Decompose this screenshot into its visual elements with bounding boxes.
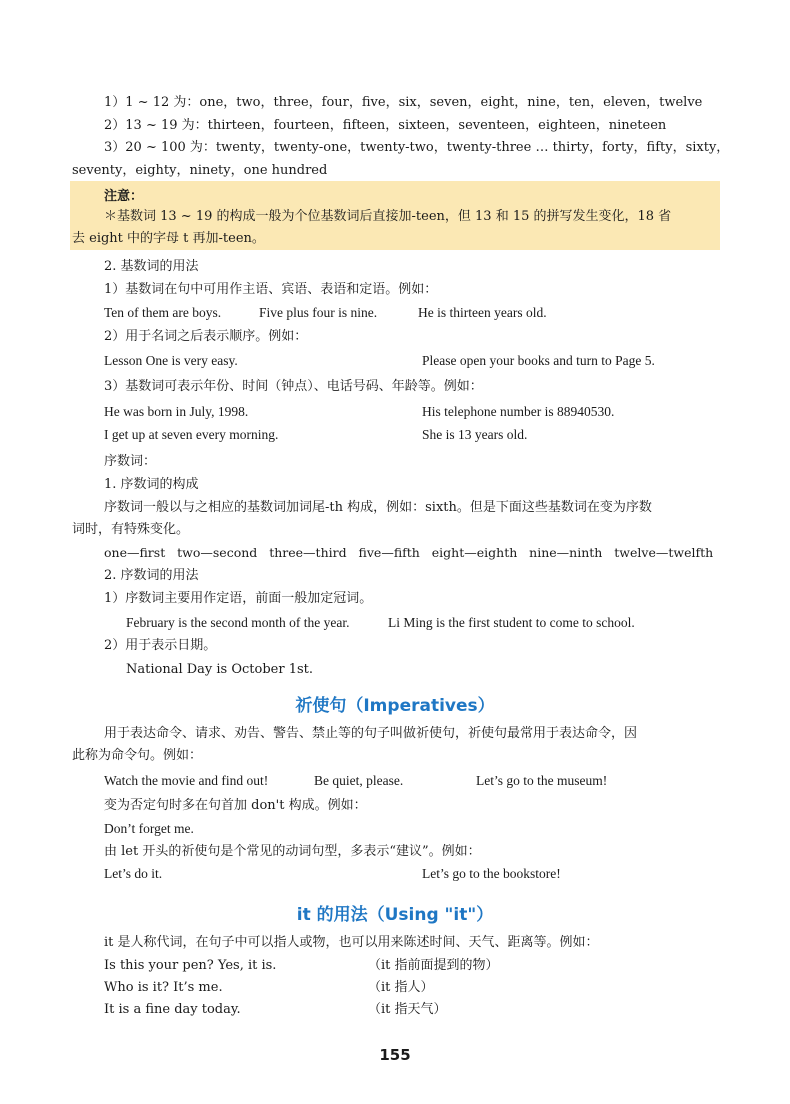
example-sentence: Let’s do it.: [104, 866, 163, 881]
example-sentence: His telephone number is 88940530.: [422, 404, 615, 419]
example-note: （it 指天气）: [368, 1002, 447, 1017]
ordinal-pairs: one—first two—second three—third five—fifth eight—eighth nine—ninth twelve—twelfth: [104, 545, 714, 560]
cardinal-usage-p3: 3）基数词可表示年份、时间（钟点）、电话号码、年龄等。例如：: [104, 379, 483, 394]
ordinal-sub1: 1. 序数词的构成: [104, 477, 199, 492]
ordinal-usage-1: 1）序数词主要用作定语，前面一般加定冠词。: [104, 591, 373, 606]
example-sentence: He is thirteen years old.: [418, 305, 547, 320]
page-number: 155: [379, 1046, 411, 1064]
example-sentence: Don’t forget me.: [104, 821, 194, 836]
example-sentence: Who is it? It’s me.: [104, 980, 223, 995]
imperatives-heading: 祈使句（Imperatives）: [295, 696, 495, 716]
ordinal-desc-2: 词时，有特殊变化。: [72, 522, 190, 537]
example-sentence: Be quiet, please.: [314, 773, 404, 788]
example-sentence: It is a fine day today.: [104, 1002, 241, 1017]
ordinal-usage-2: 2）用于表示日期。: [104, 638, 217, 653]
example-sentence: National Day is October 1st.: [126, 662, 314, 677]
example-sentence: Let’s go to the museum!: [476, 773, 608, 788]
note-line-1: ＊基数词 13 ~ 19 的构成一般为个位基数词后直接加-teen，但 13 和 15 的拼写发生变化，18 省: [104, 209, 672, 224]
example-sentence: Let’s go to the bookstore!: [422, 866, 561, 881]
note-title: 注意：: [104, 189, 144, 204]
example-sentence: Lesson One is very easy.: [104, 353, 238, 368]
example-sentence: He was born in July, 1998.: [104, 404, 249, 419]
example-note: （it 指前面提到的物）: [368, 958, 499, 973]
cardinal-usage-p2: 2）用于名词之后表示顺序。例如：: [104, 329, 308, 344]
example-sentence: Please open your books and turn to Page 5.: [422, 353, 655, 368]
example-sentence: Is this your pen? Yes, it is.: [104, 958, 277, 973]
example-sentence: She is 13 years old.: [422, 427, 528, 442]
it-usage-heading: it 的用法（Using "it"）: [296, 905, 494, 925]
ordinal-desc-1: 序数词一般以与之相应的基数词加词尾-th 构成，例如：sixth。但是下面这些基数词在变为序数: [104, 500, 652, 515]
number-line-3: 3）20 ~ 100 为：twenty，twenty-one，twenty-two，twenty-three … thirty，forty，fifty，sixty，: [104, 140, 730, 155]
cardinal-usage-p1: 1）基数词在句中可用作主语、宾语、表语和定语。例如：: [104, 282, 438, 297]
imperatives-desc-2: 此称为命令句。例如：: [72, 748, 203, 763]
example-sentence: Five plus four is nine.: [259, 305, 378, 320]
example-sentence: Li Ming is the first student to come to school.: [388, 615, 635, 630]
example-sentence: February is the second month of the year.: [126, 615, 350, 630]
imperatives-negative: 变为否定句时多在句首加 don't 构成。例如：: [104, 798, 367, 813]
note-line-2: 去 eight 中的字母 t 再加-teen。: [72, 231, 265, 246]
ordinal-title: 序数词：: [104, 454, 157, 469]
imperatives-desc-1: 用于表达命令、请求、劝告、警告、禁止等的句子叫做祈使句，祈使句最常用于表达命令，因: [104, 726, 638, 741]
example-sentence: I get up at seven every morning.: [104, 427, 279, 442]
example-sentence: Watch the movie and find out!: [104, 773, 269, 788]
number-line-2: 2）13 ~ 19 为：thirteen，fourteen，fifteen，sixteen，seventeen，eighteen，nineteen: [104, 118, 667, 133]
ordinal-sub2: 2. 序数词的用法: [104, 568, 199, 583]
number-line-4: seventy，eighty，ninety，one hundred: [72, 163, 328, 178]
example-note: （it 指人）: [368, 980, 434, 995]
imperatives-let: 由 let 开头的祈使句是个常见的动词句型，多表示“建议”。例如：: [104, 844, 481, 859]
it-usage-desc: it 是人称代词，在句子中可以指人或物，也可以用来陈述时间、天气、距离等。例如：: [104, 935, 599, 950]
number-line-1: 1）1 ~ 12 为：one，two，three，four，five，six，seven，eight，nine，ten，eleven，twelve: [104, 95, 703, 110]
example-sentence: Ten of them are boys.: [104, 305, 222, 320]
cardinal-usage-title: 2. 基数词的用法: [104, 259, 199, 274]
